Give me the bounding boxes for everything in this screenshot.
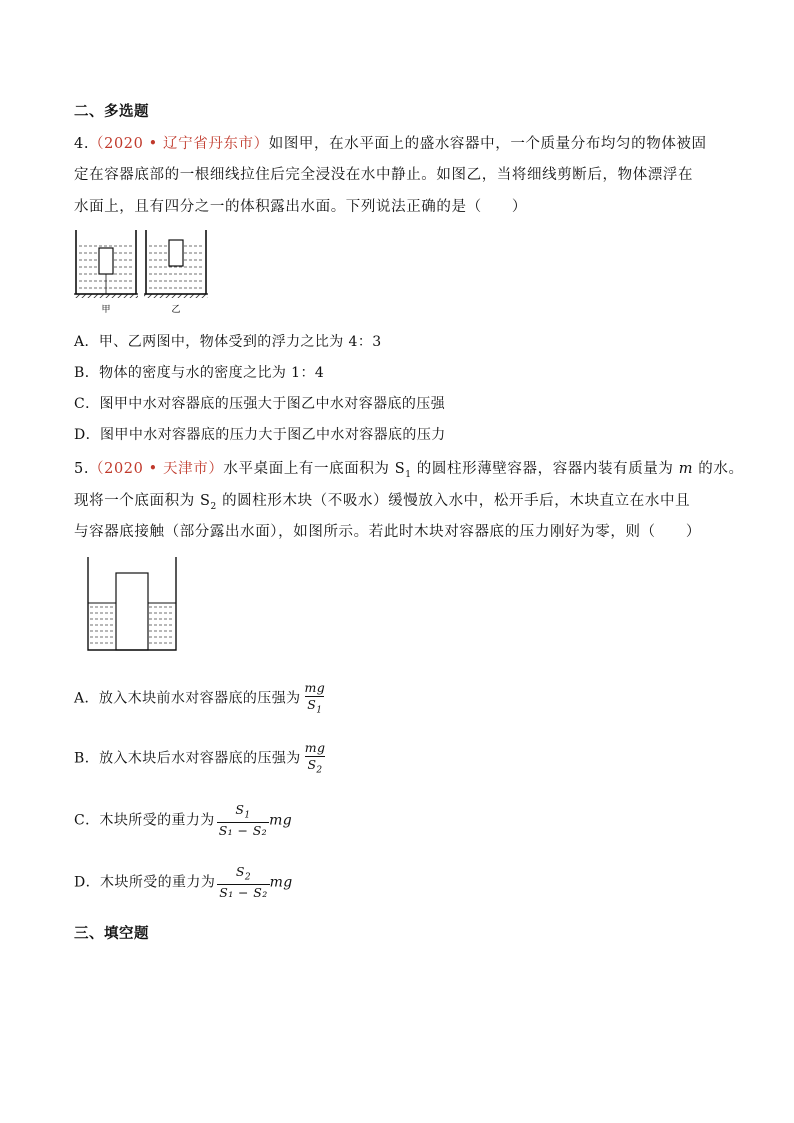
q4-option-a[interactable]: A．甲、乙两图中，物体受到的浮力之比为 4：3 (74, 334, 382, 350)
q5-number: 5. (74, 461, 90, 477)
wood-block (116, 573, 148, 650)
q5-sub-1: 1 (405, 469, 412, 480)
q5-figure (86, 555, 178, 653)
q5-option-a[interactable] (74, 681, 327, 716)
q4-figure (74, 228, 214, 316)
frac-num: mg (304, 740, 326, 755)
q5-option-c[interactable] (74, 803, 292, 838)
frac-num: mg (304, 680, 326, 695)
q5-option-c-tail: mg (269, 812, 293, 829)
frac-den-sub: 2 (316, 765, 323, 776)
q4-number: 4. (74, 136, 90, 152)
frac-den-var: S (307, 756, 317, 772)
q5-option-d-text: D．木块所受的重力为 (74, 874, 216, 891)
q4-option-b[interactable]: B．物体的密度与水的密度之比为 1：4 (74, 365, 325, 381)
frac-den-sub: 1 (316, 705, 323, 716)
q4-line-2: 定在容器底部的一根细线拉住后完全浸没在水中静止。如图乙，当将细线剪断后，物体漂浮在 (74, 167, 694, 183)
q5-text-2a: 现将一个底面积为 S (74, 493, 211, 509)
q4-source: （2020 • 辽宁省丹东市） (89, 136, 269, 152)
container-yi (144, 230, 208, 298)
q5-text-2b: 的圆柱形木块（不吸水）缓慢放入水中，松开手后，木块直立在水中且 (216, 493, 691, 509)
q5-option-b[interactable] (74, 741, 327, 776)
q5-text-1b: 的圆柱形薄壁容器，容器内装有质量为 (411, 461, 679, 477)
q5-option-b-text: B．放入木块后水对容器底的压强为 (74, 750, 301, 767)
q5-var-m: m (678, 461, 694, 477)
frac-num-var: S (235, 864, 245, 879)
object-block-yi (169, 240, 183, 266)
q4-option-d[interactable]: D．图甲中水对容器底的压力大于图乙中水对容器底的压力 (74, 427, 446, 443)
q4-option-c[interactable]: C．图甲中水对容器底的压强大于图乙中水对容器底的压强 (74, 396, 446, 412)
label-jia: 甲 (101, 305, 111, 315)
section-heading-multiple-choice: 二、多选题 (74, 104, 149, 120)
label-yi: 乙 (171, 305, 181, 315)
q5-text-1a: 水平桌面上有一底面积为 S (223, 461, 406, 477)
section-heading-fill-in: 三、填空题 (74, 926, 149, 942)
q5-line-1 (74, 457, 744, 480)
q4-line-3: 水面上，且有四分之一的体积露出水面。下列说法正确的是（ ） (74, 199, 527, 215)
fraction-s2-over-diff (217, 865, 269, 900)
q5-option-a-text: A．放入木块前水对容器底的压强为 (74, 690, 301, 707)
q5-sub-2: 2 (210, 501, 217, 512)
object-block-jia (99, 248, 113, 274)
q5-option-d-tail: mg (269, 874, 293, 891)
q5-line-2 (74, 489, 690, 512)
q4-text-1: 如图甲，在水平面上的盛水容器中，一个质量分布均匀的物体被固 (268, 136, 707, 152)
frac-num-var: S (235, 802, 245, 817)
q5-line-3: 与容器底接触（部分露出水面），如图所示。若此时木块对容器底的压力刚好为零，则（ ） (74, 524, 701, 540)
frac-num-sub: 1 (244, 810, 251, 821)
container-jia (74, 230, 138, 298)
fraction-s1-over-diff (217, 803, 269, 838)
frac-den: S₁ − S₂ (218, 823, 268, 839)
q5-text-1c: 的水。 (693, 461, 744, 477)
q5-source: （2020 • 天津市） (89, 461, 224, 477)
q5-option-c-text: C．木块所受的重力为 (74, 812, 215, 829)
fraction-mg-over-s2 (303, 741, 328, 776)
frac-num-sub: 2 (244, 872, 251, 883)
q4-line-1 (74, 132, 707, 153)
frac-den: S₁ − S₂ (219, 885, 268, 901)
fraction-mg-over-s1 (303, 681, 328, 716)
frac-den-var: S (307, 696, 317, 712)
q5-option-d[interactable] (74, 865, 293, 900)
